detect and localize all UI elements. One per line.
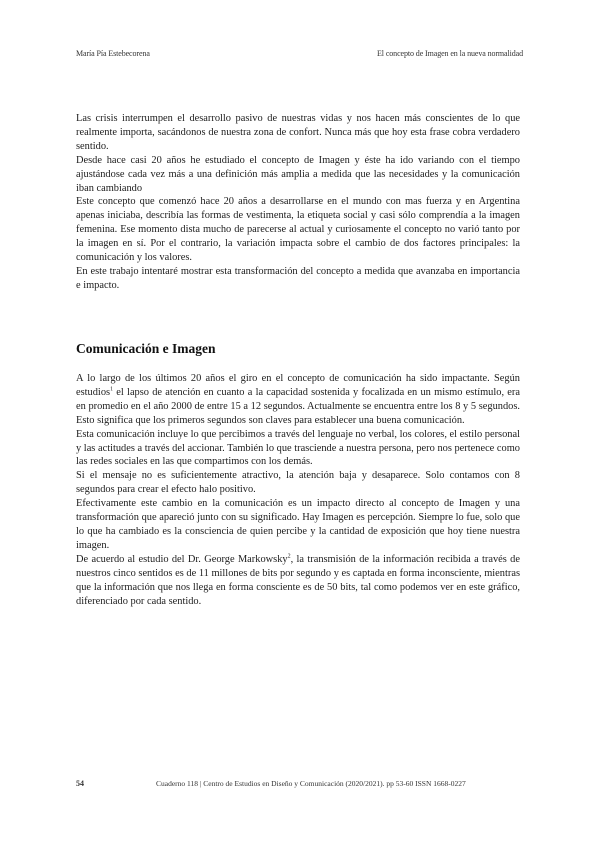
header-author: María Pía Estebecorena [76, 49, 150, 58]
paragraph-text: el lapso de atención en cuanto a la capacidad sostenida y focalizada en un mismo estímulo, era en promedio en el año 2000 de entre 15 a 12 segundos. Actualmente se encuentra entre los 8 y 5 segundos. Esto significa que los primeros segundos son claves para establecer una buena comunicación. [76, 386, 520, 426]
paragraph-text: A lo largo de los últimos 20 años el giro en el concepto de comunicación ha sido impactante. Según estudios [76, 373, 520, 398]
running-footer [76, 779, 523, 788]
section-paragraph: Esta comunicación incluye lo que percibimos a través del lenguaje no verbal, los colores, el estilo personal y las actitudes a través del accionar. También lo que trasciende a nuestra persona, pero nos pertenece como las redes sociales en las que compartimos con los demás. [76, 428, 520, 468]
intro-paragraph: En este trabajo intentaré mostrar esta transformación del concepto a medida que avanzaba en importancia e impacto. [76, 265, 520, 291]
intro-paragraph: Este concepto que comenzó hace 20 años a desarrollarse en el mundo con mas fuerza y en Argentina apenas iniciaba, describía las formas de vestimenta, la etiqueta social y casi sólo comprendía a la imagen femenina. Ese momento dista mucho de parecerse al actual y curiosamente el concepto no varió tanto por la imagen en sí. Por el contrario, la variación impacta sobre el cambio de dos factores principales: la comunicación y los valores. [76, 196, 520, 264]
paragraph-text: De acuerdo al estudio del Dr. George Markowsky [76, 553, 288, 565]
paragraph-text: , la transmisión de la información recibida a través de nuestros cinco sentidos es de 11 millones de bits por segundo y es captada en forma inconsciente, mientras que la información que nos llega en forma consciente es de 50 bits, tal como podemos ver en este gráfico, diferenciado por cada sentido. [76, 553, 520, 607]
footnote-ref-2[interactable]: 2 [287, 553, 291, 560]
header-title: El concepto de Imagen en la nueva normalidad [377, 49, 523, 58]
section-paragraph [76, 553, 520, 609]
section-paragraph: Efectivamente este cambio en la comunicación es un impacto directo al concepto de Imagen y una transformación que apareció junto con su significado. Hay Imagen es percepción. Siempre lo fue, solo que lo que ha cambiado es la consciencia de quien percibe y la cantidad de exposición que hoy tiene nuestra imagen. [76, 498, 520, 551]
intro-paragraph: Desde hace casi 20 años he estudiado el concepto de Imagen y éste ha ido variando con el tiempo ajustándose cada vez más a una definición más amplia a medida que las necesidades y la comunicación iban cambiando [76, 154, 520, 194]
intro-section [76, 112, 520, 293]
section-heading: Comunicación e Imagen [76, 341, 216, 356]
section-paragraph: Si el mensaje no es suficientemente atractivo, la atención baja y desaparece. Solo contamos con 8 segundos para crear el efecto halo positivo. [76, 470, 520, 496]
intro-paragraph: Las crisis interrumpen el desarrollo pasivo de nuestras vidas y nos hacen más conscientes de lo que realmente importa, sacándonos de nuestra zona de confort. Nunca más que hoy esta frase cobra verdadero sentido. [76, 113, 520, 152]
section-body [76, 372, 520, 608]
footnote-ref-1[interactable]: 1 [110, 386, 114, 393]
page-number: 54 [76, 779, 84, 788]
footer-citation: Cuaderno 118 | Centro de Estudios en Diseño y Comunicación (2020/2021). pp 53-60 ISSN 1668-0227 [156, 779, 466, 788]
running-header [76, 49, 523, 58]
section-paragraph [76, 372, 520, 428]
